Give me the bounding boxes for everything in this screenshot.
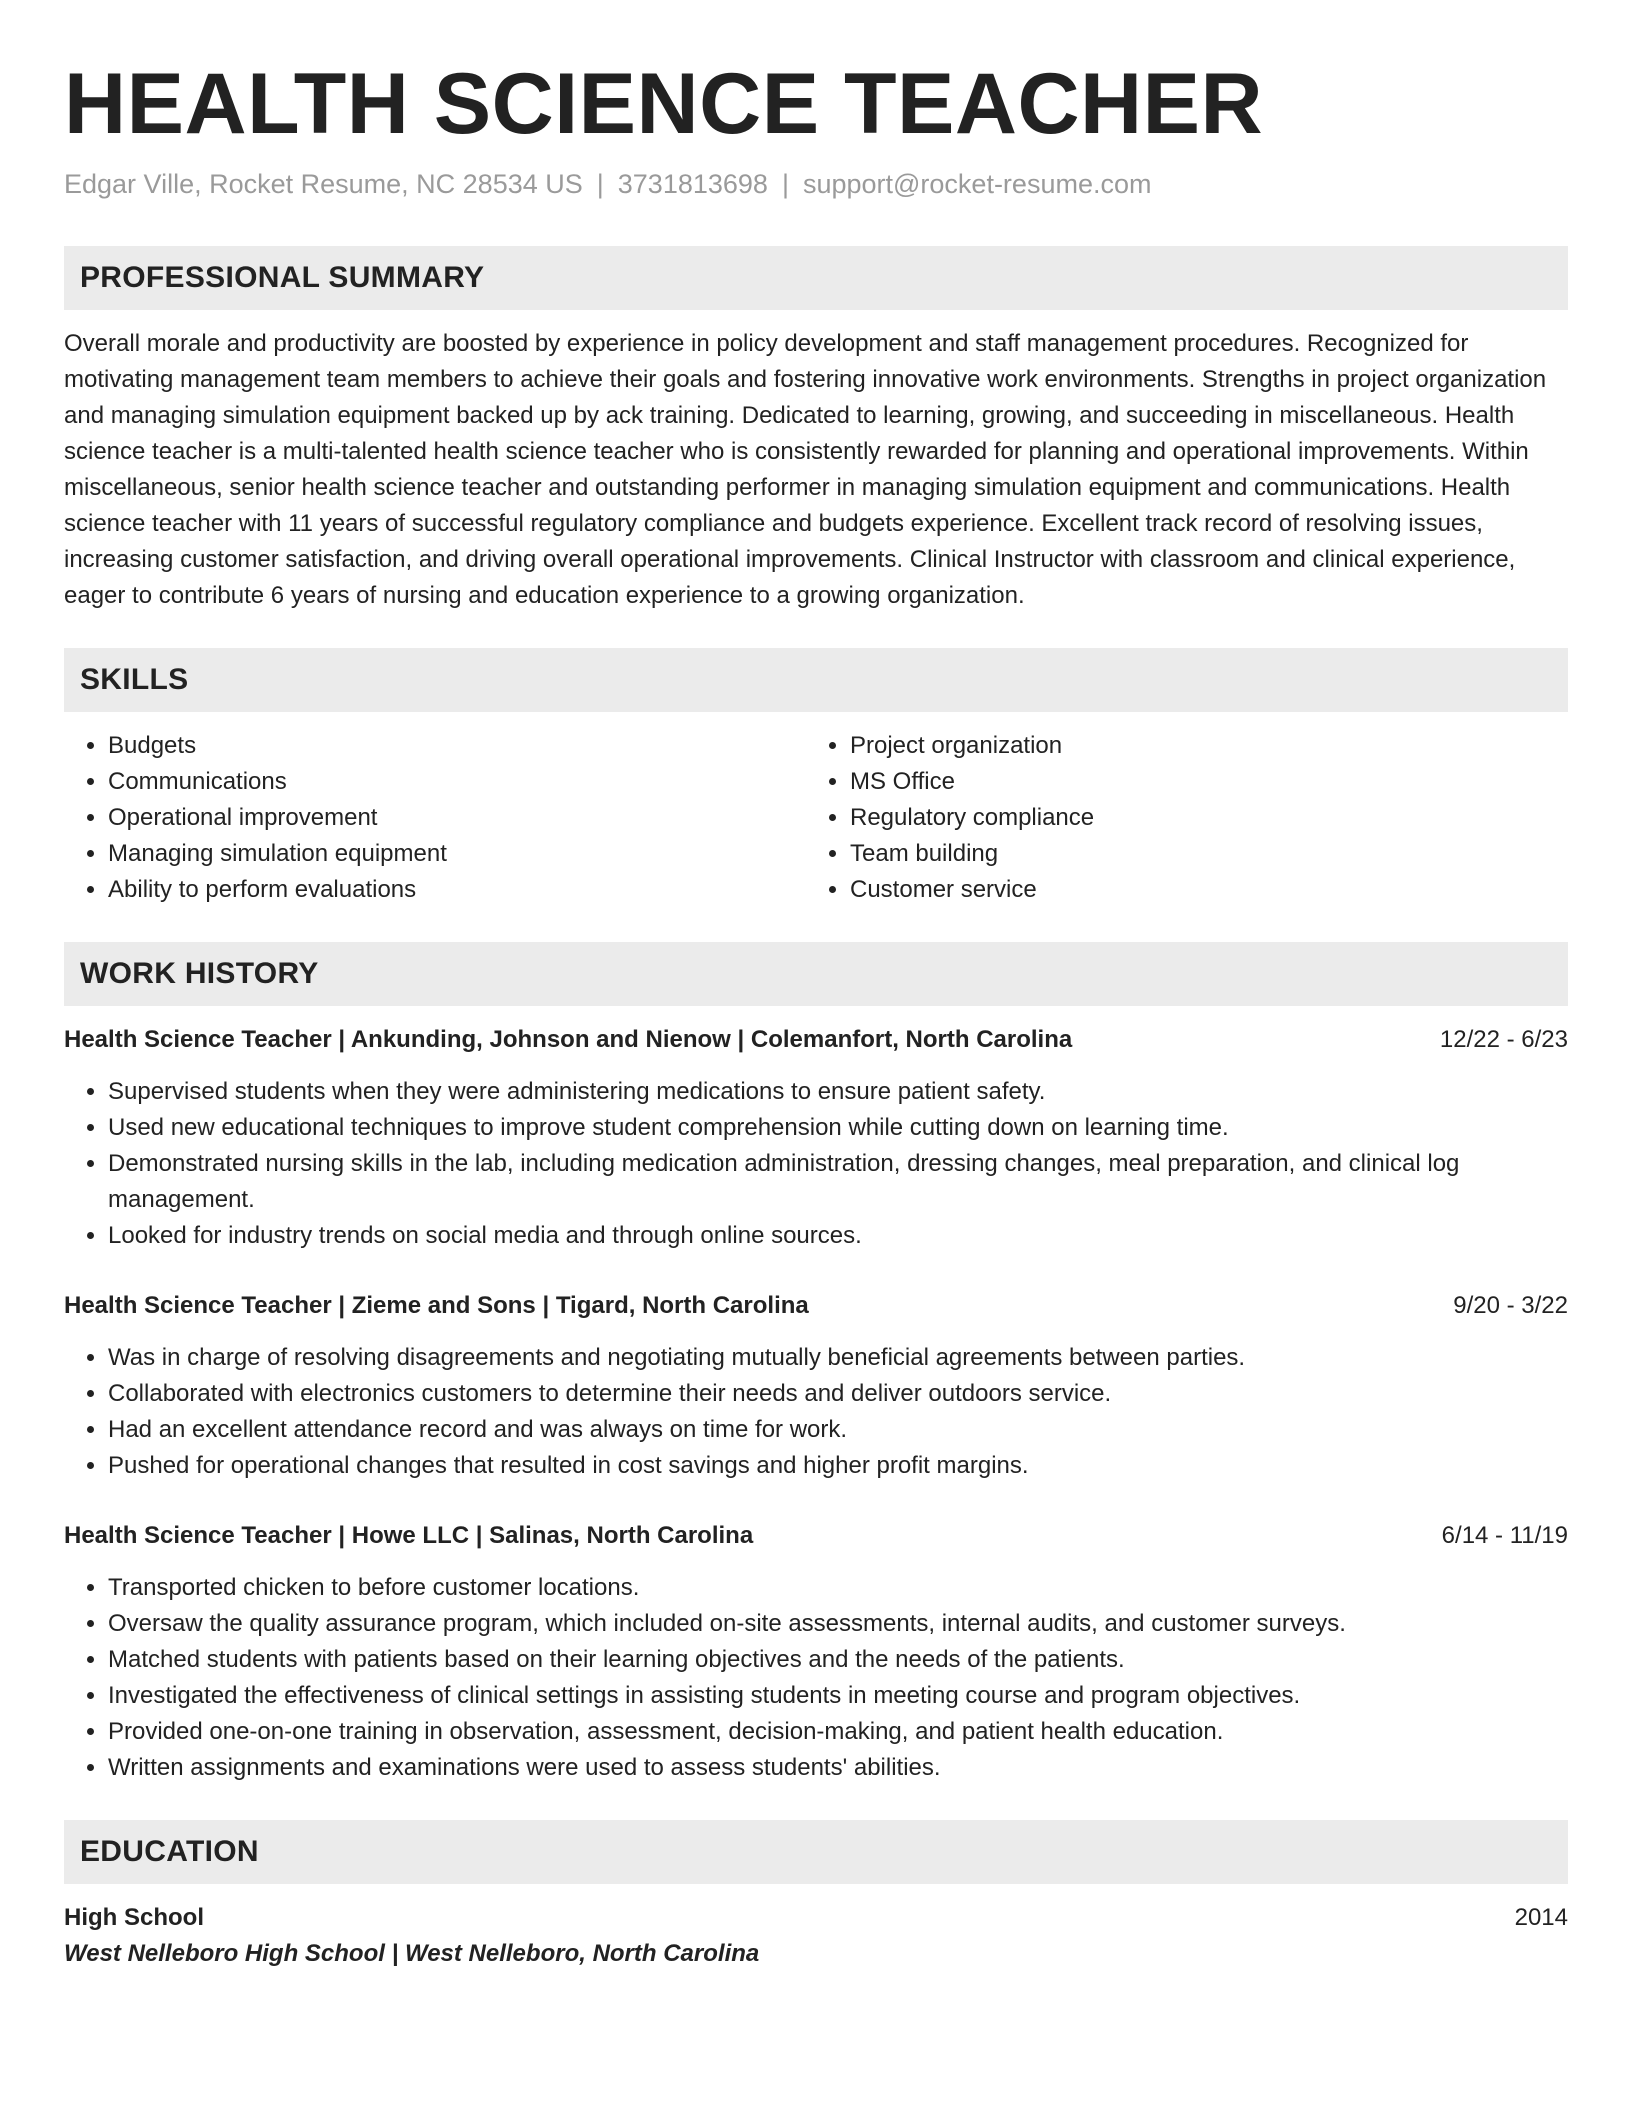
job-title: Health Science Teacher | Howe LLC | Salinas, North Carolina	[64, 1522, 754, 1549]
skill-item: • Team building	[850, 836, 1548, 872]
job-bullet: • Looked for industry trends on social media and through online sources.	[108, 1218, 1568, 1254]
job-bullet: • Was in charge of resolving disagreements and negotiating mutually beneficial agreements between parties.	[108, 1340, 1568, 1376]
section-heading-skills: SKILLS	[64, 648, 1568, 712]
job-bullet: • Pushed for operational changes that resulted in cost savings and higher profit margins.	[108, 1448, 1568, 1484]
contact-address: Edgar Ville, Rocket Resume, NC 28534 US	[64, 169, 583, 199]
skill-item: • Project organization	[850, 728, 1548, 764]
job-bullet: • Demonstrated nursing skills in the lab, including medication administration, dressing changes, meal preparation, and clinical log management.	[108, 1146, 1568, 1218]
skill-item: • Budgets	[108, 728, 806, 764]
resume-page	[64, 52, 1568, 1972]
skill-item: • Ability to perform evaluations	[108, 872, 806, 908]
job-bullet: • Matched students with patients based on their learning objectives and the needs of the patients.	[108, 1642, 1568, 1678]
contact-line	[64, 166, 1568, 202]
summary-text: Overall morale and productivity are boosted by experience in policy development and staff management procedures. Recognized for motivating management team members to achieve their goals and fostering innovative work environments. Strengths in project organization and managing simulation equipment backed up by ack training. Dedicated to learning, growing, and succeeding in miscellaneous. Health science teacher is a multi-talented health science teacher who is consistently rewarded for planning and operational improvements. Within miscellaneous, senior health science teacher and outstanding performer in managing simulation equipment and communications. Health science teacher with 11 years of successful regulatory compliance and budgets experience. Excellent track record of resolving issues, increasing customer satisfaction, and driving overall operational improvements. Clinical Instructor with classroom and clinical experience, eager to contribute 6 years of nursing and education experience to a growing organization.	[64, 330, 1547, 609]
section-heading-education: EDUCATION	[64, 1820, 1568, 1884]
job-dates: 9/20 - 3/22	[1453, 1292, 1568, 1319]
education-header	[64, 1900, 1568, 1936]
education-entry	[64, 1900, 1568, 1972]
job-bullet: • Oversaw the quality assurance program, which included on-site assessments, internal audits, and customer surveys.	[108, 1606, 1568, 1642]
job-title: Health Science Teacher | Zieme and Sons | Tigard, North Carolina	[64, 1292, 809, 1319]
job-entry	[64, 1518, 1568, 1786]
skill-item: • Managing simulation equipment	[108, 836, 806, 872]
job-header	[64, 1022, 1568, 1058]
job-entry	[64, 1288, 1568, 1484]
job-bullet: • Collaborated with electronics customers to determine their needs and deliver outdoors service.	[108, 1376, 1568, 1412]
skills-column-left	[64, 728, 806, 908]
job-dates: 6/14 - 11/19	[1441, 1522, 1568, 1549]
section-heading-work-history: WORK HISTORY	[64, 942, 1568, 1006]
education-school: West Nelleboro High School | West Nelleboro, North Carolina	[64, 1940, 760, 1967]
contact-separator: |	[596, 169, 604, 199]
job-header	[64, 1518, 1568, 1554]
skills-list	[64, 728, 1568, 908]
skills-column-right	[806, 728, 1548, 908]
job-bullet: • Written assignments and examinations were used to assess students' abilities.	[108, 1750, 1568, 1786]
skill-item: • Operational improvement	[108, 800, 806, 836]
job-bullet: • Used new educational techniques to improve student comprehension while cutting down on learning time.	[108, 1110, 1568, 1146]
job-bullet: • Had an excellent attendance record and was always on time for work.	[108, 1412, 1568, 1448]
job-bullets	[64, 1570, 1568, 1786]
education-degree: High School	[64, 1904, 204, 1931]
job-bullet: • Investigated the effectiveness of clinical settings in assisting students in meeting course and program objectives.	[108, 1678, 1568, 1714]
job-bullets	[64, 1340, 1568, 1484]
skill-item: • Communications	[108, 764, 806, 800]
job-bullet: • Transported chicken to before customer locations.	[108, 1570, 1568, 1606]
education-year: 2014	[1514, 1904, 1568, 1931]
contact-email: support@rocket-resume.com	[802, 169, 1152, 199]
skill-item: • Customer service	[850, 872, 1548, 908]
job-header	[64, 1288, 1568, 1324]
job-title: Health Science Teacher | Ankunding, Johnson and Nienow | Colemanfort, North Carolina	[64, 1026, 1073, 1053]
job-dates: 12/22 - 6/23	[1439, 1026, 1568, 1053]
contact-separator: |	[781, 169, 789, 199]
job-bullets	[64, 1074, 1568, 1254]
skill-item: • Regulatory compliance	[850, 800, 1548, 836]
section-heading-summary: PROFESSIONAL SUMMARY	[64, 246, 1568, 310]
skill-item: • MS Office	[850, 764, 1548, 800]
job-bullet: • Supervised students when they were administering medications to ensure patient safety.	[108, 1074, 1568, 1110]
candidate-name: HEALTH SCIENCE TEACHER	[64, 56, 1264, 152]
contact-phone: 3731813698	[617, 169, 768, 199]
job-bullet: • Provided one-on-one training in observation, assessment, decision-making, and patient health education.	[108, 1714, 1568, 1750]
job-entry	[64, 1022, 1568, 1254]
